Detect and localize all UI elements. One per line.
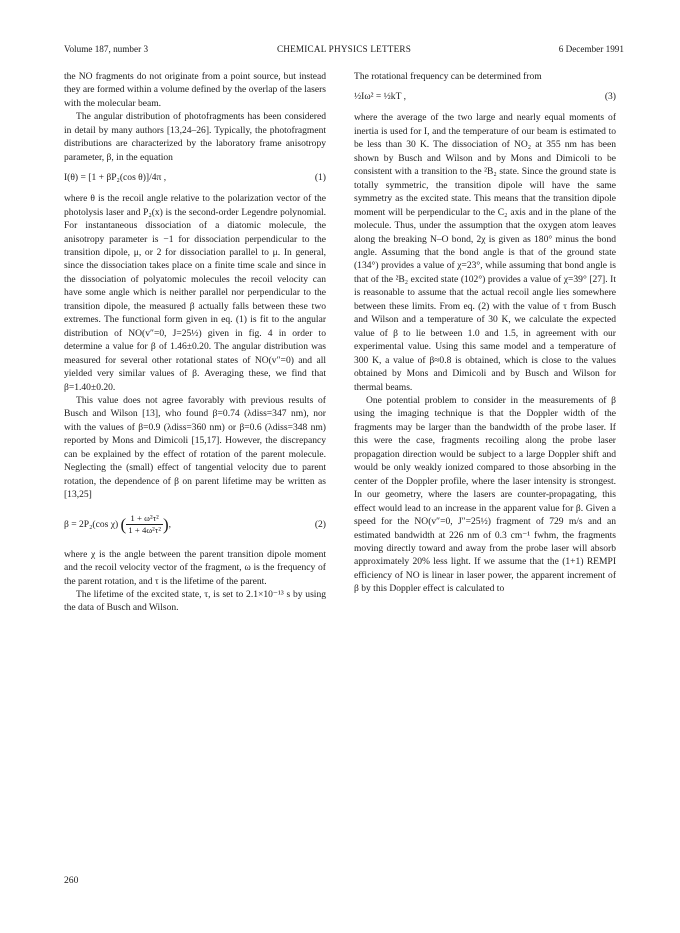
equation-2-tail: , xyxy=(168,518,172,530)
volume-label: Volume 187, number 3 xyxy=(64,44,149,54)
paragraph: where θ is the recoil angle relative to the polarization vector of the photolysis laser and P₂(x) is the second-order Legendre polynomial. For instantaneous dissociation of a diatomic molecule, the anisotropy parameter is −1 for dissociation perpendicular to the transition dipole, μ, or 2 for dissociation parallel to μ. In general, since the dissociation takes place on a finite time scale and since in the dissociation of polyatomic molecules the recoil velocity can have some angle which is neither parallel nor perpendicular to the transition dipole, the measured β actually falls between these two extremes. The functional form given in eq. (1) is fit to the angular distribution of NO(v″=0, J=25½) given in fig. 4 in order to determine a value for β of 1.46±0.20. The angular distribution was measured for several other rotational states of NO(v″=0) and all yielded very similar values of β. Averaging these, we find that β=1.40±0.20. xyxy=(64,193,326,393)
left-column xyxy=(64,70,326,615)
left-paren: ( xyxy=(120,514,127,534)
fraction-denominator: 1 + 4ω²τ² xyxy=(128,525,161,536)
equation-3 xyxy=(354,86,616,108)
fraction-numerator: 1 + ω²τ² xyxy=(126,513,163,525)
equation-2-fraction xyxy=(126,513,163,536)
equation-2-number: (2) xyxy=(314,518,326,530)
running-header xyxy=(64,42,624,56)
equation-2 xyxy=(64,508,326,542)
paragraph: The angular distribution of photofragments has been considered in detail by many authors [13,24–26]. Typically, the photofragment distributions are characterized by the laboratory frame anisotropy parameter, β, in the equation xyxy=(64,111,326,163)
equation-1 xyxy=(64,167,326,189)
equation-1-number: (1) xyxy=(314,172,326,184)
right-column xyxy=(354,70,616,596)
paragraph: This value does not agree favorably with previous results of Busch and Wilson [13], who found β=0.74 (λdiss=347 nm), nor with the values of β=0.9 (λdiss=360 nm) or β=0.6 (λdiss=348 nm) reported by Mons and Dimicoli [15,17]. However, the discrepancy can be explained by the effect of rotation of the parent molecule. Neglecting the (small) effect of tangential velocity due to parent rotation, the dependence of β on parent lifetime may be written as [13,25] xyxy=(64,394,326,501)
paragraph: The lifetime of the excited state, τ, is set to 2.1×10⁻¹³ s by using the data of Busch and Wilson. xyxy=(64,588,326,614)
equation-1-body: I(θ) = [1 + βP₂(cos θ)]/4π , xyxy=(64,172,167,184)
right-paren: ) xyxy=(162,514,169,534)
paragraph: where χ is the angle between the parent transition dipole moment and the recoil velocity vector of the fragment, ω is the frequency of the parent rotation, and τ is the lifetime of the parent. xyxy=(64,548,326,587)
issue-date: 6 December 1991 xyxy=(558,44,624,54)
paragraph: One potential problem to consider in the measurements of β using the imaging technique is that the Doppler width of the fragments may be larger than the bandwidth of the probe laser. If this were the case, fragments recoiling along the probe laser propagation direction would be subject to a large Doppler shift and would be only weakly ionized compared to those absorbing in the center of the Doppler profile, where the laser intensity is strongest. In our geometry, where the lasers are counter-propagating, this effect would lead to an increase in the apparent value for β. Given a speed for the NO(v″=0, J″=25½) fragment of 729 m/s and an estimated bandwidth at 226 nm of 0.3 cm⁻¹ fwhm, the fragments moving directly toward and away from the probe laser will absorb approximately 20% less light. If we assume that the (1+1) REMPI efficiency of NO is linear in laser power, the apparent increment of β by this Doppler effect is calculated to xyxy=(354,394,616,595)
page-number: 260 xyxy=(64,875,79,886)
equation-3-number: (3) xyxy=(604,91,616,103)
paragraph: where the average of the two large and nearly equal moments of inertia is used for I, and the temperature of our beam is estimated to be less than 30 K. The dissociation of NO₂ at 355 nm has been shown by Busch and Wilson and by Mons and Dimicoli to be consistent with a transition to the ²B₂ state. Since the ground state is totally symmetric, the transition dipole will have the same symmetry as the excited state. This means that the transition dipole moment will be perpendicular to the C₂ axis and in the plane of the molecule. Thus, under the assumption that the oxygen atom leaves along the breaking N–O bond, 2χ is given as 180° minus the bond angle. Assuming that the bond angle is that of the ground state (134°) provides a value of χ=23°, while assuming that bond angle is that of the ²B₂ excited state (102°) provides a value of χ=39° [27]. It is reasonable to assume that the actual recoil angle lies somewhere between these limits. From eq. (2) with the value of τ from Busch and Wilson and a temperature of 30 K, we calculate the expected value of β to lie between 1.0 and 1.5, in agreement with our experimental value. Using this same model and a temperature of 300 K, a value of β≈0.8 is obtained, which is close to the values obtained by Mons and Dimicoli and by Busch and Wilson for thermal beams. xyxy=(354,112,616,393)
equation-3-body: ½Iω² = ½kT , xyxy=(354,91,407,103)
equation-2-lhs: β = 2P₂(cos χ) xyxy=(64,518,119,530)
paragraph: the NO fragments do not originate from a point source, but instead they are formed within a volume defined by the overlap of the lasers with the molecular beam. xyxy=(64,71,326,109)
journal-title: CHEMICAL PHYSICS LETTERS xyxy=(276,44,412,54)
paragraph: The rotational frequency can be determined from xyxy=(354,71,542,82)
